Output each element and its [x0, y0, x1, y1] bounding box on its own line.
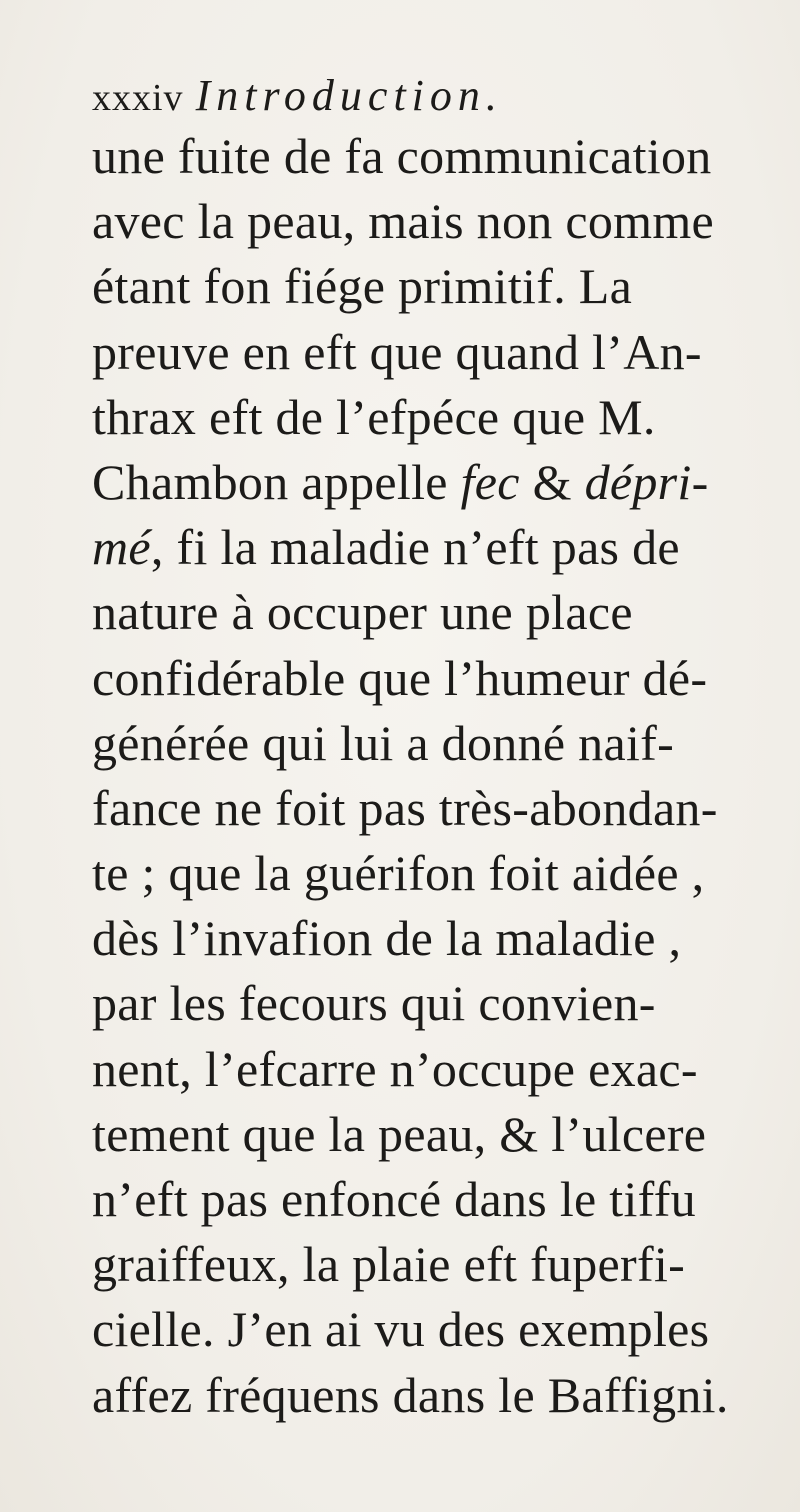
body-text: [92, 124, 792, 1428]
text-run: confidérable que l’humeur dé-: [92, 649, 708, 706]
text-line: [92, 450, 792, 515]
text-line: [92, 320, 792, 385]
text-line: [92, 1102, 792, 1167]
text-run: n’eft pas enfoncé dans le tiffu: [92, 1171, 696, 1227]
text-run: cielle. J’en ai vu des exemples: [92, 1301, 710, 1358]
text-run: graiffeux, la plaie eft fuperfi-: [92, 1236, 686, 1293]
text-run: preuve en eft que quand l’An-: [92, 323, 702, 380]
text-line: [92, 189, 792, 254]
text-line: [92, 776, 792, 841]
text-run: par les fecours qui convien-: [92, 975, 656, 1032]
text-run: affez fréquens dans le Baffigni.: [92, 1366, 729, 1423]
text-line: [92, 385, 792, 450]
text-run: dès l’invafion de la maladie ,: [92, 910, 682, 967]
text-line: [92, 906, 792, 971]
text-line: [92, 1363, 792, 1428]
text-line: [92, 1167, 792, 1232]
text-line: [92, 711, 792, 776]
italic-text: fec: [460, 453, 520, 510]
text-line: [92, 1037, 792, 1102]
text-line: [92, 1232, 792, 1297]
text-run: étant fon fiége primitif. La: [92, 258, 633, 315]
text-line: [92, 515, 792, 580]
text-line: [92, 841, 792, 906]
running-head: [92, 70, 732, 120]
text-run: , fi la maladie n’eft pas de: [150, 519, 680, 576]
text-run: fance ne foit pas très-abondan-: [92, 779, 718, 836]
running-title: Introduction.: [195, 71, 503, 120]
text-run: nature à occuper une place: [92, 584, 633, 641]
text-run: tement que la peau, & l’ulcere: [92, 1105, 707, 1162]
text-run: nent, l’efcarre n’occupe exac-: [92, 1040, 698, 1097]
text-run: avec la peau, mais non comme: [92, 193, 715, 250]
italic-text: mé: [92, 519, 151, 576]
text-line: [92, 124, 792, 189]
page-number: xxxiv: [92, 77, 184, 119]
text-line: [92, 646, 792, 711]
text-run: thrax eft de l’efpéce que M.: [92, 388, 656, 445]
text-run: &: [519, 453, 585, 510]
text-line: [92, 971, 792, 1036]
text-line: [92, 1297, 792, 1362]
text-run: générée qui lui a donné naif-: [92, 714, 675, 771]
text-run: te ; que la guérifon foit aidée ,: [92, 845, 705, 902]
text-line: [92, 580, 792, 645]
italic-text: dépri-: [584, 453, 709, 510]
text-run: Chambon appelle: [92, 453, 461, 510]
text-run: une fuite de fa communication: [92, 128, 712, 184]
text-line: [92, 254, 792, 319]
